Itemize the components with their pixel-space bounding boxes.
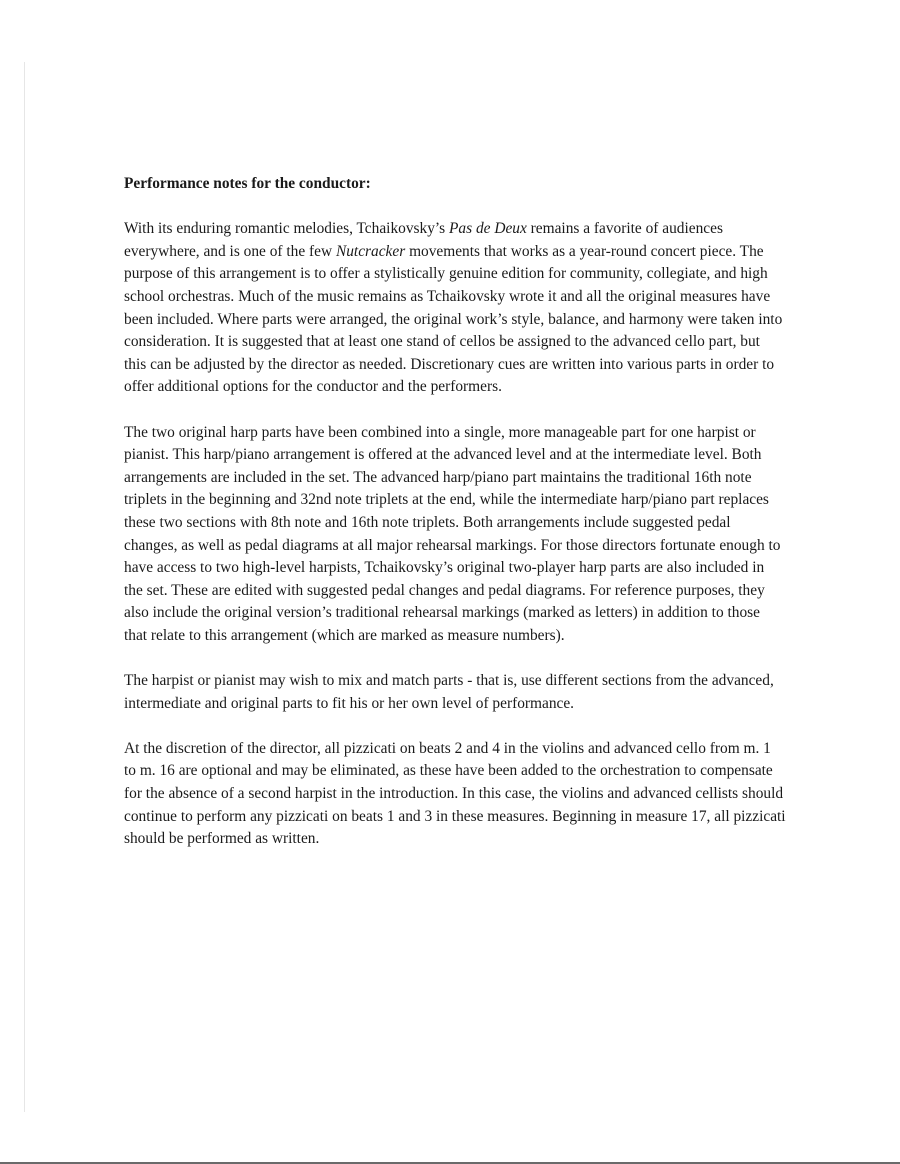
paragraph-intro-text-2: remains a favorite of audiences everywhere, and is one of the few bbox=[124, 220, 723, 260]
paragraph-intro bbox=[124, 218, 786, 399]
title-pas-de-deux: Pas de Deux bbox=[449, 220, 527, 238]
document-body bbox=[124, 173, 786, 873]
paragraph-intro-text-3: movements that works as a year-round concert piece. The purpose of this arrangement is to offer a stylistically genuine edition for community, collegiate, and high school orchestras. Much of the music remains as Tchaikovsky wrote it and all the original measures have been included. Where parts were arranged, the original work’s style, balance, and harmony were taken into consideration. It is suggested that at least one stand of cellos be assigned to the advanced cello part, but this can be adjusted by the director as needed. Discretionary cues are written into various parts in order to offer additional options for the conductor and the performers. bbox=[124, 242, 783, 396]
notes-heading: Performance notes for the conductor: bbox=[124, 175, 371, 192]
title-nutcracker: Nutcracker bbox=[335, 242, 406, 260]
paragraph-pizzicati: At the discretion of the director, all pizzicati on beats 2 and 4 in the violins and advanced cello from m. 1 to m. 16 are optional and may be eliminated, as these have been added to the orchestration to compensate for the absence of a second harpist in the introduction. In this case, the violins and advanced cellists should continue to perform any pizzicati on beats 1 and 3 in these measures. Beginning in measure 17, all pizzicati should be performed as written. bbox=[124, 739, 786, 848]
paragraph-harp-parts: The two original harp parts have been combined into a single, more manageable part for one harpist or pianist. This harp/piano arrangement is offered at the advanced level and at the intermediate level. Both arrangements are included in the set. The advanced harp/piano part maintains the traditional 16th note triplets in the beginning and 32nd note triplets at the end, while the intermediate harp/piano part replaces these two sections with 8th note and 16th note triplets. Both arrangements include suggested pedal changes, as well as pedal diagrams at all major rehearsal markings. For those directors fortunate enough to have access to two high-level harpists, Tchaikovsky’s original two-player harp parts are also included in the set. These are edited with suggested pedal changes and pedal diagrams. For reference purposes, they also include the original version’s traditional rehearsal markings (marked as letters) in addition to those that relate to this arrangement (which are marked as measure numbers). bbox=[124, 423, 781, 644]
paragraph-intro-text-1: With its enduring romantic melodies, Tchaikovsky’s bbox=[124, 220, 450, 238]
paragraph-mix-match: The harpist or pianist may wish to mix and match parts - that is, use different sections from the advanced, intermediate and original parts to fit his or her own level of performance. bbox=[124, 672, 774, 712]
page-left-edge bbox=[24, 62, 25, 1112]
